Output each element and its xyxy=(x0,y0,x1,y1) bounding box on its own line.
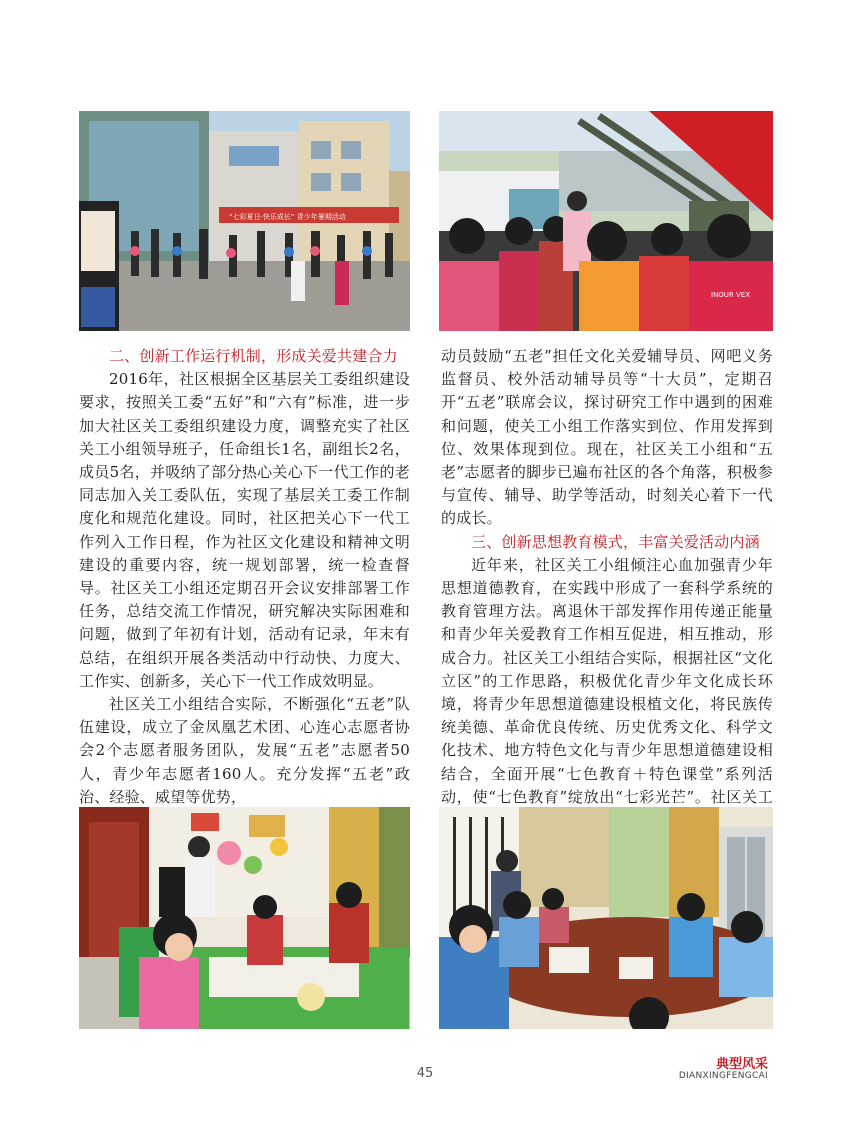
section-three-heading: 三、创新思想教育模式，丰富关爱活动内涵 xyxy=(471,532,760,551)
magazine-section-title: 典型风采 xyxy=(715,1057,768,1072)
page-number: 45 xyxy=(416,1066,434,1081)
left-text-column xyxy=(79,345,410,809)
photo-children-military-display xyxy=(439,111,773,331)
section-two-paragraph-3: 动员鼓励“五老”担任文化关爱辅导员、网吧义务监督员、校外活动辅导员等“十大员”，定期召开“五老”联席会议，探讨研究工作中遇到的困难和问题，使关工小组工作落实到位、作用发挥到位、效果体现到位。现在，社区关工小组和“五老”志愿者的脚步已遍布社区的各个角落，积极参与宣传、辅导、助学等活动，时刻关心着下一代的成长。 xyxy=(441,347,773,528)
shirt-print-text: INOUR VEX xyxy=(711,291,751,299)
magazine-section-pinyin: DIANXINGFENGCAI xyxy=(678,1071,768,1081)
photo-children-reading-class xyxy=(439,807,773,1029)
right-text-column xyxy=(441,345,773,832)
photo-children-drawing-class xyxy=(79,807,410,1029)
photo-outdoor-children-activity xyxy=(79,111,410,331)
banner-text: “七彩夏日·快乐成长” 青少年暑期活动 xyxy=(229,213,346,221)
section-two-heading: 二、创新工作运行机制，形成关爱共建合力 xyxy=(109,347,398,365)
section-two-paragraph-1: 2016年，社区根据全区基层关工委组织建设要求，按照关工委“五好”和“六有”标准，进一步加大社区关工委组织建设力度，调整充实了社区关工小组领导班子，任命组长1名，副组长2名，成员5名，并吸纳了部分热心关心下一代工作的老同志加入关工委队伍，实现了基层关工委工作制度化和规范化建设。同时，社区把关心下一代工作列入工作日程，作为社区文化建设和精神文明建设的重要内容，统一规划部署，统一检查督导。社区关工小组还定期召开会议安排部署工作任务，总结交流工作情况，研究解决实际困难和问题，做到了年初有计划，活动有记录，年末有总结，在组织开展各类活动中行动快、力度大、工作实、创新多，关心下一代工作成效明显。 xyxy=(79,370,410,690)
section-two-paragraph-2: 社区关工小组结合实际，不断强化“五老”队伍建设，成立了金凤凰艺术团、心连心志愿者协会2个志愿者服务团队，发展“五老”志愿者50人，青少年志愿者160人。充分发挥“五老”政治、经验、威望等优势， xyxy=(79,695,410,806)
section-three-paragraph-1: 近年来，社区关工小组倾注心血加强青少年思想道德教育，在实践中形成了一套科学系统的教育管理方法。离退休干部发挥作用传递正能量和青少年关爱教育工作相互促进，相互推动，形成合力。社区关工小组结合实际，根据社区“文化立区”的工作思路，积极优化青少年文化成长环境，将青少年思想道德建设根植文化，将民族传统美德、革命优良传统、历史优秀文化、科学文化技术、地方特色文化与青少年思想道德建设相结合，全面开展“七色教育＋特色课堂”系列活动，使“七色教育”绽放出“七彩光芒”。社区关工 xyxy=(441,555,773,806)
